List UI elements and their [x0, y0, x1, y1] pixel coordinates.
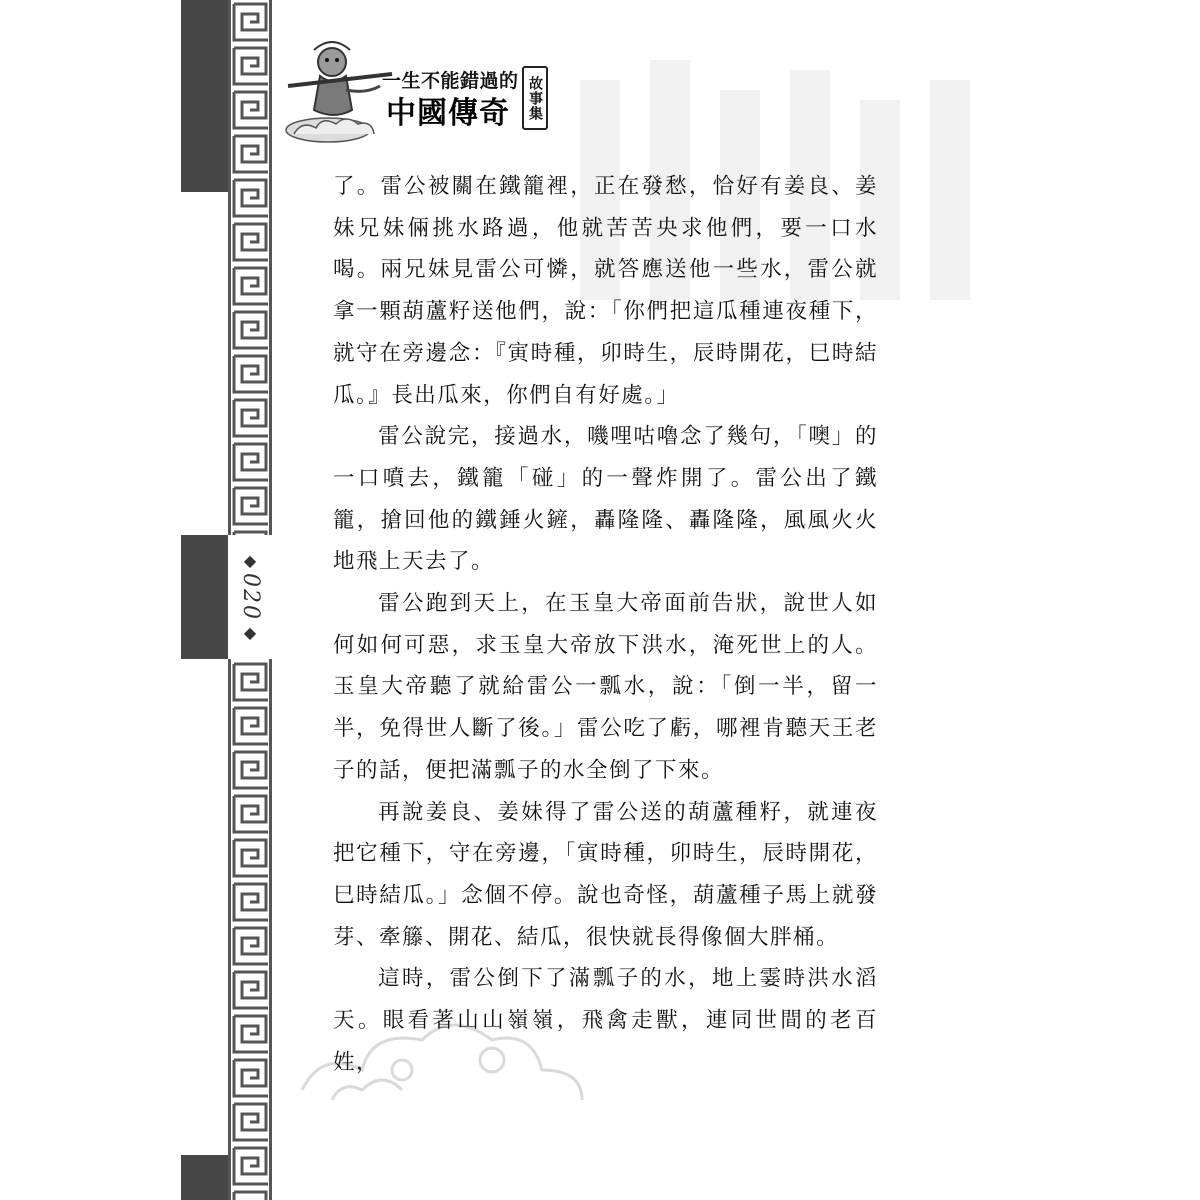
diamond-icon: ◆: [243, 551, 257, 570]
paragraph-5: 這時，雷公倒下了滿瓢子的水，地上霎時洪水滔天。眼看著山山嶺嶺，飛禽走獸，連同世間的老百姓，: [333, 966, 878, 1075]
paragraph-4: 再說姜良、姜妹得了雷公送的葫蘆種籽，就連夜把它種下，守在旁邊，「寅時種，卯時生，辰時開花，巳時結瓜。」念個不停。說也奇怪，葫蘆種子馬上就發芽、牽籐、開花、結瓜，很快就長得像個大胖桶。: [333, 799, 878, 950]
paragraph-3: 雷公跑到天上，在玉皇大帝面前告狀，說世人如何如何可惡，求玉皇大帝放下洪水，淹死世上的人。玉皇大帝聽了就給雷公一瓢水，說：「倒一半，留一半，免得世人斷了後。」雷公吃了虧，哪裡肯聽天王老子的話，便把滿瓢子的水全倒了下來。: [333, 591, 878, 783]
series-title: 中國傳奇: [386, 96, 510, 131]
page-number: [228, 535, 272, 659]
paragraph-2: 雷公說完，接過水，嘰哩咕嚕念了幾句，「噢」的一口噴去，鐵籠「碰」的一聲炸開了。雷公出了鐵籠，搶回他的鐵錘火鏟，轟隆隆、轟隆隆，風風火火地飛上天去了。: [333, 424, 878, 575]
side-rail-top: [181, 0, 228, 192]
series-badge: 故事集: [522, 66, 548, 130]
diamond-icon: ◆: [243, 623, 257, 642]
paragraph-1: 了。雷公被關在鐵籠裡，正在發愁，恰好有姜良、姜妹兄妹倆挑水路過，他就苦苦央求他們，要一口水喝。兩兄妹見雷公可憐，就答應送他一些水，雷公就拿一顆葫蘆籽送他們，說：「你們把這瓜種連夜種下，就守在旁邊念：『寅時種，卯時生，辰時開花，巳時結瓜。』長出瓜來，你們自有好處。」: [333, 174, 878, 408]
page-number-digits: 020: [238, 573, 263, 621]
story-text: [333, 166, 878, 1083]
cloud-decoration: [292, 1010, 592, 1120]
side-rail-bottom: [181, 1155, 228, 1200]
series-subtitle: 一生不能錯過的: [382, 70, 519, 92]
side-rail-middle: [181, 535, 228, 659]
